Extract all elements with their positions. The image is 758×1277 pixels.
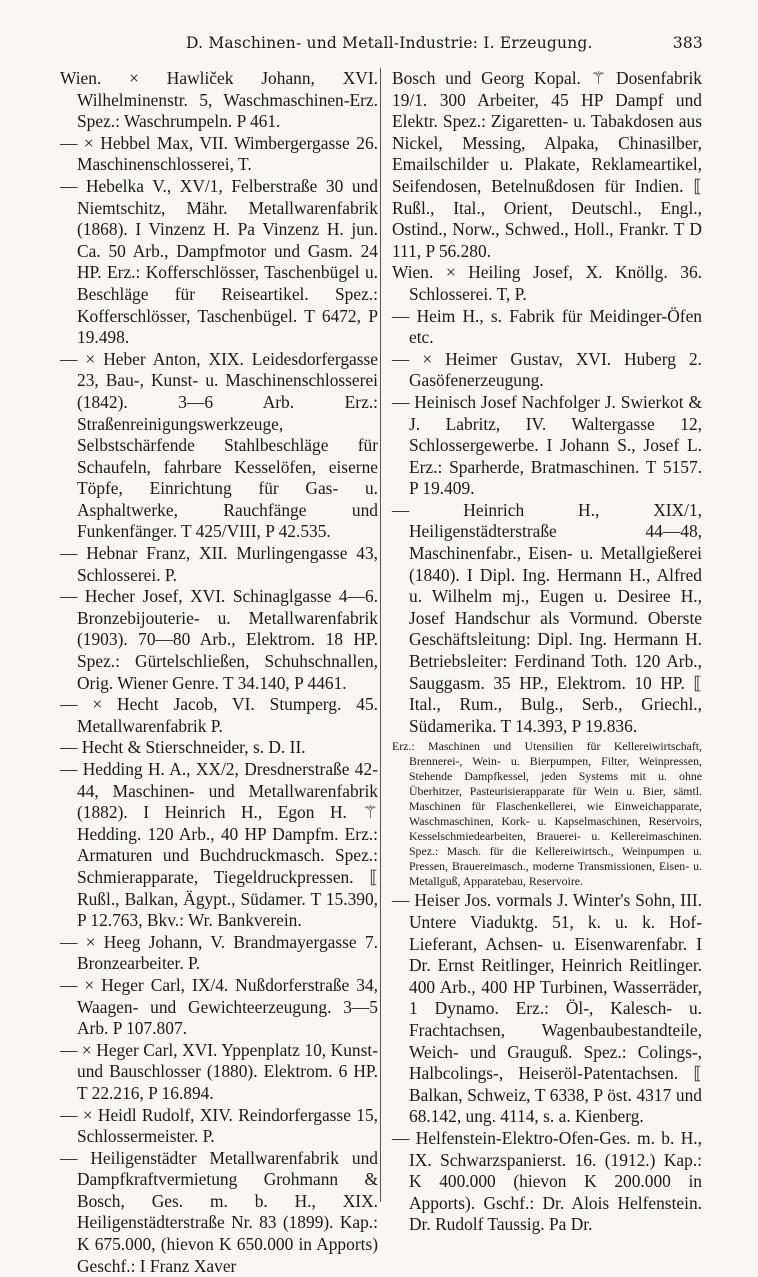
entry-heeg: — × Heeg Johann, V. Brandmayergasse 7. Bronzearbeiter. P. bbox=[60, 931, 378, 974]
entry-hebnar: — Hebnar Franz, XII. Murlingengasse 43, Schlosserei. P. bbox=[60, 543, 378, 585]
entry-hecher: — Hecher Josef, XVI. Schinaglgasse 4—6. Bronzebijouterie- u. Metallwarenfabrik (1903). 70—80 Arb., Elektrom. 18 HP. Spez.: Gürtelschließen, Schuhschnallen, Orig. Wiener Genre. T 34.140, P 4461. bbox=[60, 586, 378, 693]
entry-heiser: — Heiser Jos. vormals J. Winter's Sohn, III. Untere Viaduktg. 51, k. u. k. Hof-Lieferant, Achsen- u. Eisenwarenfabr. I Dr. Ernst Reitlinger, Heinrich Reitlinger. 400 Arb., 400 HP Turbinen, Wasserräder, 1 Dynamo. Erz.: Öl-, Kalesch- u. Frachtachsen, Wagenbaubestandteile, Weich- und Grauguß. Spez.: Colings-, Halbcolings-, Heiseröl-Patentachsen. ⟦ Balkan, Schweiz, T 6338, P öst. 4317 und 68.142, ung. 4114, s. a. Kienberg. bbox=[392, 890, 702, 1127]
entry-hebbel: — × Hebbel Max, VII. Wimbergergasse 26. Maschinenschlosserei, T. bbox=[60, 132, 378, 175]
entry-hawlicek: Wien. × Hawliček Johann, XVI. Wilhelminenstr. 5, Waschmaschinen-Erz. Spez.: Waschrumpeln. P 461. bbox=[60, 68, 378, 132]
left-column bbox=[60, 68, 378, 1277]
entry-heinrich: — Heinrich H., XIX/1, Heiligenstädterstraße 44—48, Maschinenfabr., Eisen- u. Metallgießerei (1840). I Dipl. Ing. Hermann H., Alfred u. Wilhelm mj., Eugen u. Desiree H., Josef Handschur als Vormund. Oberste Geschäftsleitung: Dipl. Ing. Hermann H. Betriebsleiter: Ferdinand Toth. 120 Arb., Sauggasm. 35 HP., Elektrom. 10 HP. ⟦ Ital., Rum., Bulg., Serb., Griechl., Südamerika. T 14.393, P 19.836. bbox=[392, 499, 702, 736]
header-title: D. Maschinen- und Metall-Industrie: I. Erzeugung. bbox=[186, 34, 593, 52]
entry-heiligenstaedter-cont: Bosch und Georg Kopal. ⚚ Dosenfabrik 19/1. 300 Arbeiter, 45 HP Dampf und Elektr. Spez.: Zigaretten- u. Tabakdosen aus Nickel, Messing, Alpaka, Chinasilber, Emailschilder u. Plakate, Reklameartikel, Seifendosen, Betelnußdosen für Indien. ⟦ Rußl., Ital., Orient, Deutschl., Engl., Ostind., Norw., Schwed., Holl., Frankr. T D 111, P 56.280. bbox=[392, 68, 702, 261]
entry-heidl: — × Heidl Rudolf, XIV. Reindorfergasse 15, Schlossermeister. P. bbox=[60, 1104, 378, 1147]
entry-hecht-jacob: — × Hecht Jacob, VI. Stumperg. 45. Metallwarenfabrik P. bbox=[60, 694, 378, 736]
column-divider bbox=[380, 68, 381, 1202]
entry-heim: — Heim H., s. Fabrik für Meidinger-Öfen etc. bbox=[392, 305, 702, 348]
entry-heinisch: — Heinisch Josef Nachfolger J. Swierkot & J. Labritz, IV. Waltergasse 12, Schlossergewerbe. I Johann S., Josef L. Erz.: Sparherde, Bratmaschinen. T 5157. P 19.409. bbox=[392, 391, 702, 499]
entry-heiligenstaedter: — Heiligenstädter Metallwarenfabrik und Dampfkraftvermietung Grohmann & Bosch, Ges. m. b. H., XIX. Heiligenstädterstraße Nr. 83 (1899). Kap.: K 675.000, (hievon K 650.000 in Apports) Geschf.: I Franz Xaver bbox=[60, 1147, 378, 1276]
entry-heger-xvi: — × Heger Carl, XVI. Yppenplatz 10, Kunst- und Bauschlosser (1880). Elektrom. 6 HP. T 22.216, P 16.894. bbox=[60, 1039, 378, 1103]
entry-heinrich-note: Erz.: Maschinen und Utensilien für Kellereiwirtschaft, Brennerei-, Wein- u. Bierpumpen, Filter, Weinpressen, Stehende Dampfkessel, jeden Systems mit u. ohne Überhitzer, Pasteurisierapparate für Wein u. Bier, sämtl. Maschinen für Flaschenkellerei, wie Einweichapparate, Waschmaschinen, Kork- u. Kapselmaschinen, Reservoirs, Kesselschmiedearbeiten, Brauerei- u. Kellereimaschinen. Spez.: Masch. für die Kellereiwirtsch., Weinpumpen u. Pressen, Brauereimasch., moderne Transmissionen, Eisen- u. Metallguß, Apparatebau, Reservoire. bbox=[392, 739, 702, 888]
entry-helfenstein: — Helfenstein-Elektro-Ofen-Ges. m. b. H., IX. Schwarzspanierst. 16. (1912.) Kap.: K 400.000 (hievon K 200.000 in Apports). Gschf.: Dr. Alois Helfenstein. Dr. Rudolf Taussig. Pa Dr. bbox=[392, 1128, 702, 1235]
entry-hebelka: — Hebelka V., XV/1, Felberstraße 30 und Niemtschitz, Mähr. Metallwarenfabrik (1868). I Vinzenz H. Pa Vinzenz H. jun. Ca. 50 Arb., Dampfmotor und Gasm. 24 HP. Erz.: Kofferschlösser, Taschenbügel u. Beschläge für Reiseartikel. Spez.: Kofferschlösser, Taschenbügel. T 6472, P 19.498. bbox=[60, 175, 378, 348]
page-number: 383 bbox=[672, 34, 703, 52]
entry-hedding: — Hedding H. A., XX/2, Dresdnerstraße 42-44, Maschinen- und Metallwarenfabrik (1882). I Heinrich H., Egon H. ⚚ Hedding. 120 Arb., 40 HP Dampfm. Erz.: Armaturen und Buchdruckmasch. Spez.: Schmierapparate, Tiegeldruckpressen. ⟦ Rußl., Balkan, Ägypt., Südamer. T 15.390, P 12.763, Bkv.: Wr. Bankverein. bbox=[60, 759, 378, 931]
entry-heger-ix: — × Heger Carl, IX/4. Nußdorferstraße 34, Waagen- und Gewichteerzeugung. 3—5 Arb. P 107.807. bbox=[60, 974, 378, 1039]
right-column bbox=[392, 68, 702, 1236]
entry-heimer: — × Heimer Gustav, XVI. Huberg 2. Gasöfenerzeugung. bbox=[392, 348, 702, 391]
entry-heiling: Wien. × Heiling Josef, X. Knöllg. 36. Schlosserei. T, P. bbox=[392, 262, 702, 304]
entry-hecht-stierschneider: — Hecht & Stierschneider, s. D. II. bbox=[60, 737, 306, 758]
entry-heber: — × Heber Anton, XIX. Leidesdorfergasse 23, Bau-, Kunst- u. Maschinenschlosserei (1842). 3—6 Arb. Erz.: Straßenreinigungswerkzeuge, Selbstschärfende Stahlbeschläge für Schaufeln, fahrbare Kesselöfen, eiserne Töpfe, Einrichtung für Gas- u. Asphaltwerke, Rauchfänge und Funkenfänger. T 425/VIII, P 42.535. bbox=[60, 348, 378, 542]
running-header bbox=[60, 30, 703, 56]
